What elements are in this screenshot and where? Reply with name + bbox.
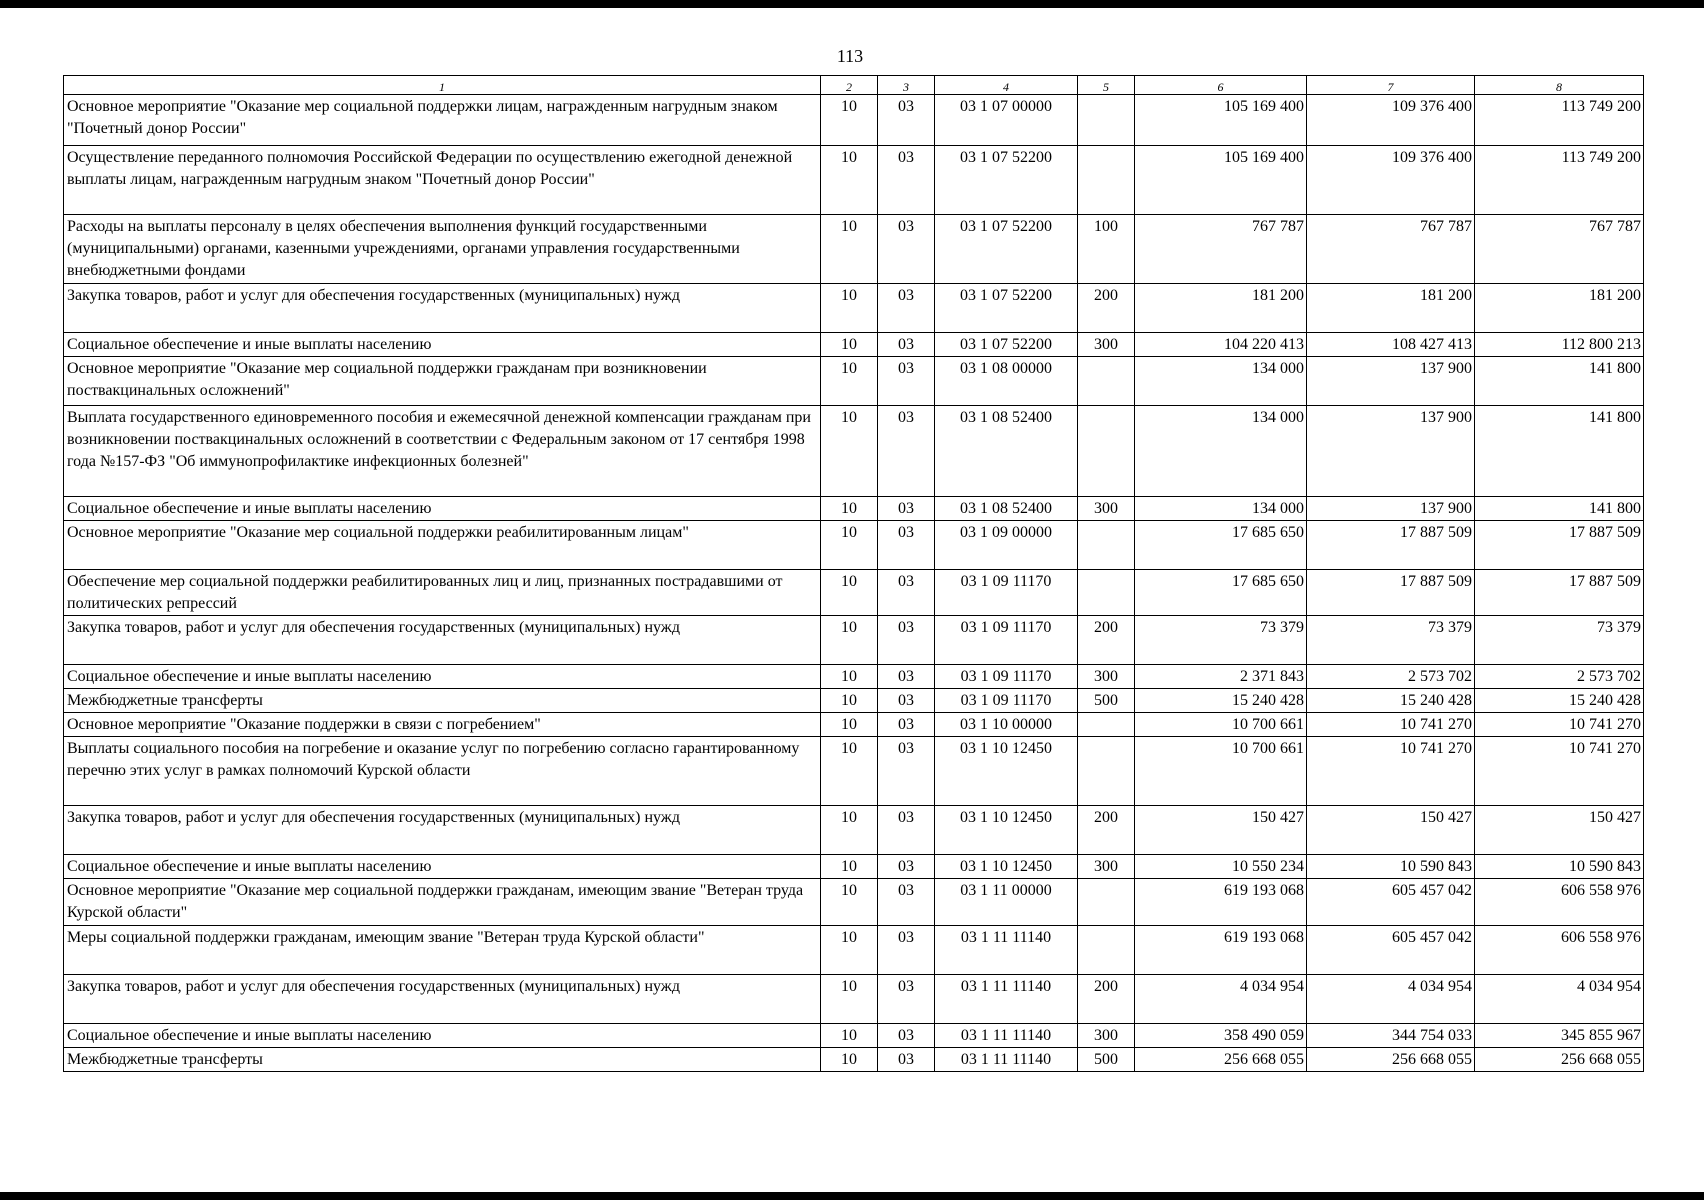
row-amount-col6: 10 550 234 [1135,855,1307,879]
row-amount-col6: 256 668 055 [1135,1048,1307,1072]
row-target-article: 03 1 07 52200 [935,333,1078,357]
row-expense-type: 300 [1078,855,1135,879]
row-section: 10 [821,95,878,146]
row-amount-col7: 10 741 270 [1307,713,1475,737]
header-cell-1: 1 [64,76,821,95]
table-row [64,616,1644,665]
table-header-row [64,76,1644,95]
row-name: Расходы на выплаты персоналу в целях обеспечения выполнения функций государственными (муниципальными) органами, казенными учреждениями, органами управления государственными внебюджетными фондами [64,215,821,284]
row-name: Межбюджетные трансферты [64,689,821,713]
table-row [64,806,1644,855]
table-row [64,665,1644,689]
row-expense-type: 200 [1078,616,1135,665]
row-expense-type: 300 [1078,497,1135,521]
row-expense-type [1078,713,1135,737]
table-row [64,1024,1644,1048]
row-amount-col7: 10 590 843 [1307,855,1475,879]
row-amount-col7: 256 668 055 [1307,1048,1475,1072]
table-row [64,975,1644,1024]
row-name: Закупка товаров, работ и услуг для обеспечения государственных (муниципальных) нужд [64,975,821,1024]
row-amount-col8: 113 749 200 [1475,146,1644,215]
row-section: 10 [821,357,878,406]
row-expense-type: 500 [1078,689,1135,713]
row-amount-col7: 108 427 413 [1307,333,1475,357]
row-amount-col6: 2 371 843 [1135,665,1307,689]
row-amount-col7: 181 200 [1307,284,1475,333]
row-subsection: 03 [878,497,935,521]
row-amount-col8: 141 800 [1475,357,1644,406]
row-subsection: 03 [878,975,935,1024]
row-amount-col8: 73 379 [1475,616,1644,665]
row-amount-col7: 150 427 [1307,806,1475,855]
table-row [64,570,1644,616]
scan-border-bottom [0,1192,1704,1200]
row-subsection: 03 [878,855,935,879]
row-expense-type [1078,570,1135,616]
row-amount-col8: 15 240 428 [1475,689,1644,713]
row-target-article: 03 1 11 11140 [935,926,1078,975]
table-row [64,521,1644,570]
row-amount-col8: 112 800 213 [1475,333,1644,357]
row-amount-col8: 10 741 270 [1475,737,1644,806]
row-section: 10 [821,570,878,616]
row-name: Выплата государственного единовременного пособия и ежемесячной денежной компенсации гражданам при возникновении поствакцинальных осложнений в соответствии с Федеральным законом от 17 сентября 1998 года №157-ФЗ "Об иммунопрофилактике инфекционных болезней" [64,406,821,497]
row-subsection: 03 [878,616,935,665]
row-target-article: 03 1 09 11170 [935,570,1078,616]
row-amount-col6: 10 700 661 [1135,737,1307,806]
header-cell-4: 4 [935,76,1078,95]
row-amount-col7: 17 887 509 [1307,570,1475,616]
row-amount-col7: 137 900 [1307,406,1475,497]
row-amount-col8: 10 741 270 [1475,713,1644,737]
table-row [64,713,1644,737]
row-subsection: 03 [878,1048,935,1072]
row-section: 10 [821,806,878,855]
row-name: Межбюджетные трансферты [64,1048,821,1072]
row-target-article: 03 1 10 12450 [935,806,1078,855]
row-amount-col6: 15 240 428 [1135,689,1307,713]
row-section: 10 [821,146,878,215]
row-amount-col6: 104 220 413 [1135,333,1307,357]
row-target-article: 03 1 07 52200 [935,284,1078,333]
row-name: Социальное обеспечение и иные выплаты населению [64,1024,821,1048]
row-target-article: 03 1 10 00000 [935,713,1078,737]
row-amount-col6: 105 169 400 [1135,95,1307,146]
scan-border-top [0,0,1704,8]
row-amount-col8: 256 668 055 [1475,1048,1644,1072]
row-subsection: 03 [878,521,935,570]
budget-table [63,75,1644,1072]
row-amount-col6: 181 200 [1135,284,1307,333]
row-expense-type: 100 [1078,215,1135,284]
row-amount-col8: 141 800 [1475,497,1644,521]
row-subsection: 03 [878,737,935,806]
row-amount-col6: 17 685 650 [1135,521,1307,570]
table-row [64,95,1644,146]
row-target-article: 03 1 09 11170 [935,689,1078,713]
row-target-article: 03 1 11 11140 [935,975,1078,1024]
row-expense-type: 300 [1078,1024,1135,1048]
row-subsection: 03 [878,1024,935,1048]
row-name: Закупка товаров, работ и услуг для обеспечения государственных (муниципальных) нужд [64,806,821,855]
row-expense-type [1078,95,1135,146]
row-target-article: 03 1 07 52200 [935,215,1078,284]
row-amount-col7: 137 900 [1307,357,1475,406]
row-amount-col8: 4 034 954 [1475,975,1644,1024]
row-section: 10 [821,521,878,570]
row-amount-col6: 619 193 068 [1135,879,1307,926]
row-subsection: 03 [878,926,935,975]
row-target-article: 03 1 09 11170 [935,665,1078,689]
row-amount-col7: 15 240 428 [1307,689,1475,713]
table-row [64,333,1644,357]
row-section: 10 [821,1048,878,1072]
row-amount-col7: 109 376 400 [1307,95,1475,146]
row-name: Основное мероприятие "Оказание мер социальной поддержки гражданам при возникновении поствакцинальных осложнений" [64,357,821,406]
table-row [64,855,1644,879]
row-section: 10 [821,616,878,665]
row-target-article: 03 1 08 00000 [935,357,1078,406]
row-target-article: 03 1 08 52400 [935,406,1078,497]
row-expense-type [1078,926,1135,975]
row-amount-col8: 606 558 976 [1475,926,1644,975]
row-expense-type: 200 [1078,806,1135,855]
row-name: Социальное обеспечение и иные выплаты населению [64,855,821,879]
row-subsection: 03 [878,284,935,333]
row-subsection: 03 [878,333,935,357]
row-amount-col6: 10 700 661 [1135,713,1307,737]
row-subsection: 03 [878,806,935,855]
row-amount-col6: 358 490 059 [1135,1024,1307,1048]
row-section: 10 [821,665,878,689]
row-target-article: 03 1 09 11170 [935,616,1078,665]
row-amount-col8: 141 800 [1475,406,1644,497]
row-amount-col7: 73 379 [1307,616,1475,665]
row-amount-col8: 2 573 702 [1475,665,1644,689]
row-name: Обеспечение мер социальной поддержки реабилитированных лиц и лиц, признанных пострадавшими от политических репрессий [64,570,821,616]
row-section: 10 [821,713,878,737]
row-name: Осуществление переданного полномочия Российской Федерации по осуществлению ежегодной денежной выплаты лицам, награжденным нагрудным знаком "Почетный донор России" [64,146,821,215]
row-subsection: 03 [878,95,935,146]
row-subsection: 03 [878,665,935,689]
row-amount-col6: 150 427 [1135,806,1307,855]
row-subsection: 03 [878,689,935,713]
header-cell-7: 7 [1307,76,1475,95]
row-name: Закупка товаров, работ и услуг для обеспечения государственных (муниципальных) нужд [64,616,821,665]
table-row [64,357,1644,406]
row-section: 10 [821,406,878,497]
row-section: 10 [821,737,878,806]
table-row [64,406,1644,497]
row-section: 10 [821,497,878,521]
row-amount-col6: 619 193 068 [1135,926,1307,975]
row-target-article: 03 1 10 12450 [935,737,1078,806]
row-subsection: 03 [878,357,935,406]
row-name: Основное мероприятие "Оказание поддержки в связи с погребением" [64,713,821,737]
table-row [64,689,1644,713]
row-amount-col7: 605 457 042 [1307,879,1475,926]
page-number: 113 [836,46,864,66]
table-row [64,1048,1644,1072]
row-name: Выплаты социального пособия на погребение и оказание услуг по погребению согласно гарантированному перечню этих услуг в рамках полномочий Курской области [64,737,821,806]
row-amount-col8: 606 558 976 [1475,879,1644,926]
header-cell-3: 3 [878,76,935,95]
row-subsection: 03 [878,713,935,737]
row-amount-col8: 345 855 967 [1475,1024,1644,1048]
row-section: 10 [821,215,878,284]
row-expense-type [1078,406,1135,497]
header-cell-2: 2 [821,76,878,95]
row-amount-col6: 134 000 [1135,357,1307,406]
row-amount-col7: 2 573 702 [1307,665,1475,689]
row-amount-col6: 134 000 [1135,406,1307,497]
row-name: Основное мероприятие "Оказание мер социальной поддержки реабилитированным лицам" [64,521,821,570]
row-subsection: 03 [878,406,935,497]
row-subsection: 03 [878,570,935,616]
row-amount-col7: 17 887 509 [1307,521,1475,570]
row-target-article: 03 1 11 00000 [935,879,1078,926]
row-subsection: 03 [878,215,935,284]
row-expense-type [1078,879,1135,926]
row-amount-col7: 10 741 270 [1307,737,1475,806]
row-amount-col8: 17 887 509 [1475,521,1644,570]
row-target-article: 03 1 08 52400 [935,497,1078,521]
table-row [64,284,1644,333]
row-section: 10 [821,284,878,333]
row-section: 10 [821,689,878,713]
table-row [64,146,1644,215]
row-amount-col7: 109 376 400 [1307,146,1475,215]
row-amount-col6: 17 685 650 [1135,570,1307,616]
row-expense-type [1078,521,1135,570]
row-expense-type: 500 [1078,1048,1135,1072]
row-section: 10 [821,975,878,1024]
table-row [64,497,1644,521]
row-amount-col8: 10 590 843 [1475,855,1644,879]
row-section: 10 [821,333,878,357]
row-target-article: 03 1 11 11140 [935,1048,1078,1072]
row-target-article: 03 1 11 11140 [935,1024,1078,1048]
row-amount-col8: 17 887 509 [1475,570,1644,616]
row-name: Социальное обеспечение и иные выплаты населению [64,665,821,689]
row-subsection: 03 [878,146,935,215]
row-name: Социальное обеспечение и иные выплаты населению [64,333,821,357]
row-expense-type: 200 [1078,975,1135,1024]
row-amount-col6: 73 379 [1135,616,1307,665]
header-cell-6: 6 [1135,76,1307,95]
row-amount-col6: 767 787 [1135,215,1307,284]
row-amount-col8: 150 427 [1475,806,1644,855]
row-expense-type [1078,357,1135,406]
row-amount-col6: 105 169 400 [1135,146,1307,215]
row-amount-col7: 137 900 [1307,497,1475,521]
row-subsection: 03 [878,879,935,926]
row-expense-type: 300 [1078,333,1135,357]
row-name: Основное мероприятие "Оказание мер социальной поддержки лицам, награжденным нагрудным знаком "Почетный донор России" [64,95,821,146]
row-target-article: 03 1 07 00000 [935,95,1078,146]
row-amount-col8: 181 200 [1475,284,1644,333]
row-target-article: 03 1 07 52200 [935,146,1078,215]
row-expense-type [1078,737,1135,806]
header-cell-8: 8 [1475,76,1644,95]
row-name: Социальное обеспечение и иные выплаты населению [64,497,821,521]
row-amount-col7: 344 754 033 [1307,1024,1475,1048]
row-expense-type [1078,146,1135,215]
table-row [64,737,1644,806]
row-amount-col8: 767 787 [1475,215,1644,284]
row-section: 10 [821,855,878,879]
row-target-article: 03 1 10 12450 [935,855,1078,879]
row-amount-col7: 767 787 [1307,215,1475,284]
row-name: Закупка товаров, работ и услуг для обеспечения государственных (муниципальных) нужд [64,284,821,333]
row-amount-col8: 113 749 200 [1475,95,1644,146]
row-expense-type: 200 [1078,284,1135,333]
row-amount-col7: 605 457 042 [1307,926,1475,975]
row-section: 10 [821,879,878,926]
header-cell-5: 5 [1078,76,1135,95]
row-amount-col6: 4 034 954 [1135,975,1307,1024]
table-row [64,926,1644,975]
table-row [64,879,1644,926]
row-amount-col7: 4 034 954 [1307,975,1475,1024]
row-section: 10 [821,1024,878,1048]
row-target-article: 03 1 09 00000 [935,521,1078,570]
row-amount-col6: 134 000 [1135,497,1307,521]
table-row [64,215,1644,284]
row-section: 10 [821,926,878,975]
row-expense-type: 300 [1078,665,1135,689]
row-name: Меры социальной поддержки гражданам, имеющим звание "Ветеран труда Курской области" [64,926,821,975]
row-name: Основное мероприятие "Оказание мер социальной поддержки гражданам, имеющим звание "Ветеран труда Курской области" [64,879,821,926]
